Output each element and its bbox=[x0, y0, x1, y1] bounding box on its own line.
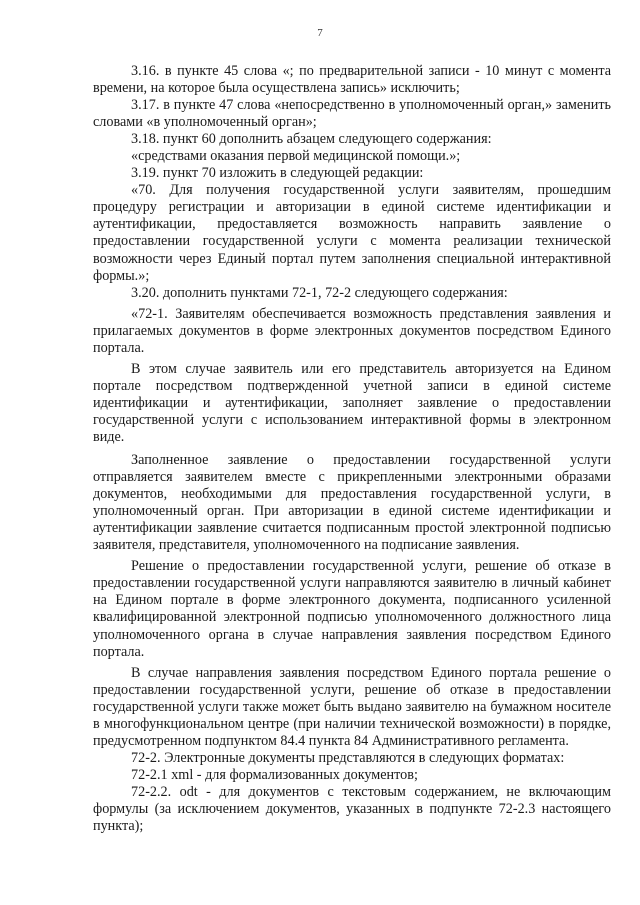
page-number: 7 bbox=[317, 27, 323, 39]
paragraph-3-20: 3.20. дополнить пунктами 72-1, 72-2 следующего содержания: bbox=[131, 284, 508, 301]
paragraph-72-2-2: 72-2.2. odt - для документов с текстовым содержанием, не включающим формулы (за исключением документов, указанных в подпункте 72-2.3 настоящего пункта); bbox=[93, 783, 611, 835]
paragraph-72-1-paper: В случае направления заявления посредством Единого портала решение о предоставлении государственной услуги, решение об отказе в предоставлении государственной услуги также может быть выдано заявителю на бумажном носителе в многофункциональном центре (при наличии технической возможности) в порядке, предусмотренном подпунктом 84.4 пункта 84 Административного регламента. bbox=[93, 664, 611, 749]
paragraph-3-17: 3.17. в пункте 47 слова «непосредственно в уполномоченный орган,» заменить словами «в уполномоченный орган»; bbox=[93, 97, 611, 131]
document-body bbox=[93, 63, 611, 835]
paragraph-3-16: 3.16. в пункте 45 слова «; по предварительной записи - 10 минут с момента времени, на которое была осуществлена запись» исключить; bbox=[93, 63, 611, 97]
paragraph-72-2: 72-2. Электронные документы представляются в следующих форматах: bbox=[131, 749, 565, 766]
paragraph-72-1-decision: Решение о предоставлении государственной услуги, решение об отказе в предоставлении государственной услуги направляются заявителю в личный кабинет на Едином портале в форме электронного документа, подписанного усиленной квалифицированной электронной подписью уполномоченного должностного лица уполномоченного органа в случае направления заявления посредством Единого портала. bbox=[93, 558, 611, 660]
paragraph-3-18-text: «средствами оказания первой медицинской помощи.»; bbox=[131, 148, 461, 165]
paragraph-70: «70. Для получения государственной услуги заявителям, прошедшим процедуру регистрации и авторизации в единой системе идентификации и аутентификации, предоставляется возможность направить заявление о предоставлении государственной услуги с момента реализации технической возможности через Единый портал путем заполнения специальной интерактивной формы.»; bbox=[93, 182, 611, 284]
paragraph-72-2-1: 72-2.1 xml - для формализованных документов; bbox=[131, 766, 418, 783]
paragraph-3-19: 3.19. пункт 70 изложить в следующей редакции: bbox=[131, 165, 424, 182]
paragraph-72-1-auth: В этом случае заявитель или его представитель авторизуется на Едином портале посредством подтвержденной учетной записи в единой системе идентификации и аутентификации, заполняет заявление о предоставлении государственной услуги с использованием интерактивной формы в электронном виде. bbox=[93, 360, 611, 445]
paragraph-72-1: «72-1. Заявителям обеспечивается возможность представления заявления и прилагаемых документов в форме электронных документов посредством Единого портала. bbox=[93, 305, 611, 356]
paragraph-72-1-submission: Заполненное заявление о предоставлении государственной услуги отправляется заявителем вместе с прикрепленными электронными образами документов, необходимыми для предоставления государственной услуги, в уполномоченный орган. При авторизации в единой системе идентификации и аутентификации заявление считается подписанным простой электронной подписью заявителя, представителя, уполномоченного на подписание заявления. bbox=[93, 452, 611, 554]
paragraph-3-18: 3.18. пункт 60 дополнить абзацем следующего содержания: bbox=[131, 131, 492, 148]
